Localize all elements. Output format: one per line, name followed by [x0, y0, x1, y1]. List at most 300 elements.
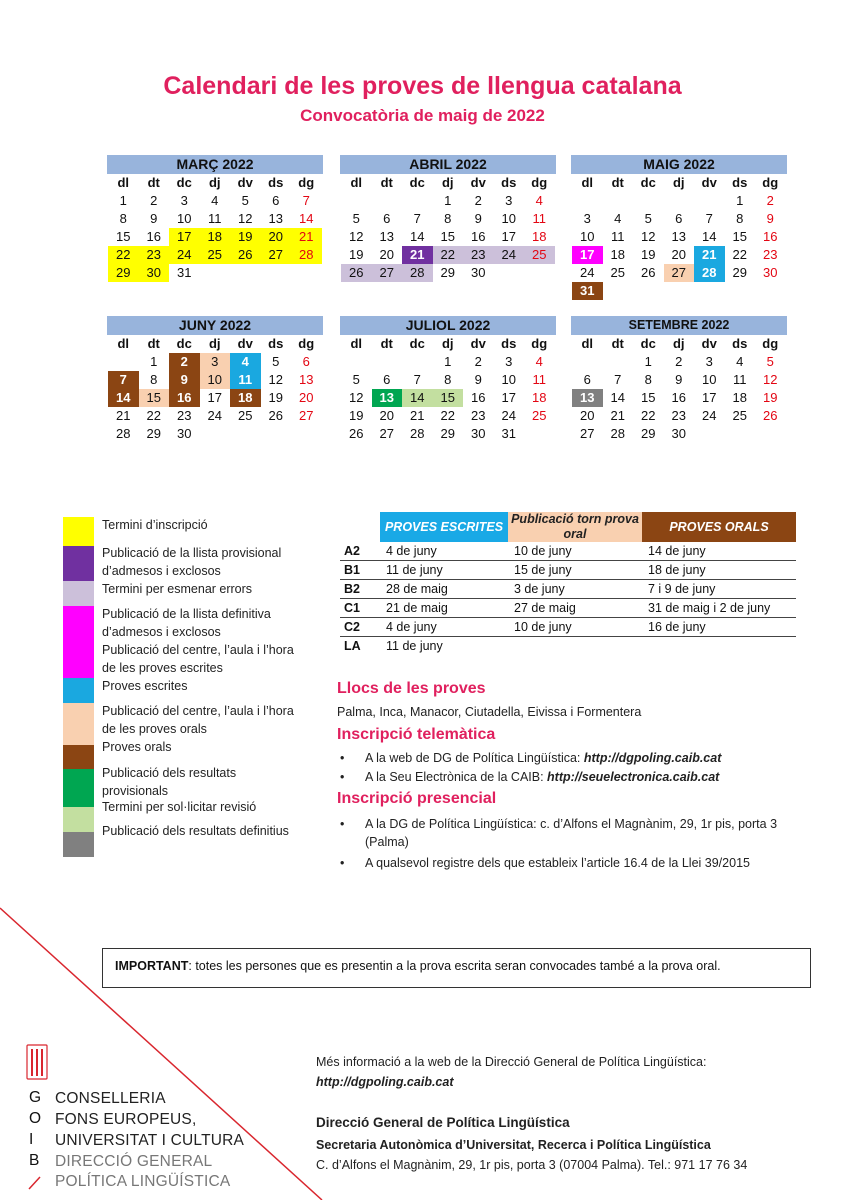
weekday-label: ds [268, 175, 284, 190]
legend-swatch [63, 678, 94, 703]
calendar-day: 21 [410, 408, 425, 423]
calendar-day: 20 [580, 408, 595, 423]
weekday-label: dg [531, 336, 548, 351]
calendar-day: 9 [675, 372, 683, 387]
presencial-title: Inscripció presencial [337, 790, 497, 807]
table-cell-publicacio: 3 de juny [508, 580, 642, 599]
calendar-day: 23 [671, 408, 686, 423]
calendar-day: 2 [766, 193, 774, 208]
calendar-day: 31 [572, 282, 603, 300]
calendar-day: 7 [413, 372, 421, 387]
calendar-day: 6 [675, 211, 683, 226]
calendar-day: 28 [402, 264, 433, 282]
calendar-day: 29 [440, 265, 455, 280]
calendar-day: 25 [610, 265, 625, 280]
calendar-day: 13 [372, 389, 403, 407]
calendar-day: 1 [119, 193, 127, 208]
calendar-day: 1 [736, 193, 744, 208]
weekday-label: dv [701, 336, 717, 351]
calendar-day: 30 [139, 264, 170, 282]
calendar-day: 12 [238, 211, 253, 226]
table-row [340, 637, 796, 656]
llocs-title: Llocs de les proves [337, 680, 486, 697]
footer-info: Més informació a la web de la Direcció General de Política Lingüística: [316, 1055, 707, 1069]
calendar-day: 11 [208, 211, 222, 226]
calendar-day: 18 [532, 229, 547, 244]
calendar-day: 26 [349, 426, 364, 441]
weekday-label: dv [237, 336, 253, 351]
calendar-day: 11 [532, 372, 546, 387]
month-grid [108, 174, 323, 282]
legend-label: Proves orals [102, 740, 172, 754]
calendar-day: 5 [352, 211, 360, 226]
calendar-day: 3 [180, 193, 188, 208]
table-cell-escrites: 11 de juny [380, 561, 508, 580]
calendar-day: 17 [501, 229, 516, 244]
weekday-label: dg [298, 336, 315, 351]
calendar-day: 23 [763, 247, 778, 262]
calendar-day: 22 [146, 408, 161, 423]
calendar-day: 19 [641, 247, 656, 262]
month-2 [571, 155, 787, 300]
weekday-label: dl [117, 336, 130, 351]
calendar-day: 10 [501, 372, 516, 387]
legend-label: de les proves escrites [102, 661, 223, 675]
calendar-day: 1 [444, 354, 452, 369]
legend-label: Termini d’inscripció [102, 518, 208, 532]
calendar-day: 20 [261, 228, 292, 246]
link-seuelectronica[interactable]: http://seuelectronica.caib.cat [547, 770, 720, 784]
month-header: MAIG 2022 [571, 155, 787, 174]
weekday-label: dv [237, 175, 253, 190]
calendar-day: 1 [644, 354, 652, 369]
calendar-day: 5 [272, 354, 280, 369]
logo-line-conselleria: CONSELLERIA [55, 1090, 166, 1107]
calendar-day: 21 [291, 228, 322, 246]
calendar-day: 16 [146, 229, 161, 244]
calendar-day: 2 [675, 354, 683, 369]
calendar-day: 9 [474, 211, 482, 226]
calendar-day: 15 [440, 229, 455, 244]
calendar-day: 10 [580, 229, 595, 244]
calendar-day: 25 [238, 408, 253, 423]
weekday-label: ds [732, 175, 748, 190]
table-cell-publicacio: 10 de juny [508, 618, 642, 637]
calendar-day: 28 [410, 426, 425, 441]
calendar-day: 19 [230, 228, 261, 246]
calendar-day: 20 [299, 390, 314, 405]
calendar-day: 16 [169, 389, 200, 407]
month-5 [571, 316, 787, 443]
calendar-day: 11 [733, 372, 747, 387]
weekday-label: dt [380, 175, 393, 190]
table-cell-escrites: 28 de maig [380, 580, 508, 599]
weekday-label: dg [762, 336, 779, 351]
month-3 [107, 316, 323, 443]
calendar-day: 8 [644, 372, 652, 387]
legend-swatch [63, 581, 94, 606]
weekday-label: dj [441, 175, 454, 190]
calendar-day: 21 [694, 246, 725, 264]
weekday-label: dt [380, 336, 393, 351]
calendar-day: 26 [763, 408, 778, 423]
calendar-day: 18 [532, 390, 547, 405]
calendar-day: 28 [694, 264, 725, 282]
weekday-label: ds [268, 336, 284, 351]
month-grid [572, 174, 787, 300]
calendar-day: 3 [705, 354, 713, 369]
calendar-day: 12 [763, 372, 778, 387]
weekday-label: dv [470, 336, 486, 351]
calendar-day: 15 [732, 229, 747, 244]
calendar-day: 25 [200, 246, 231, 264]
calendar-day: 28 [291, 246, 322, 264]
logo-letter-b: B [29, 1152, 40, 1169]
calendar-day: 8 [736, 211, 744, 226]
calendar-day: 4 [736, 354, 744, 369]
calendar-day: 6 [383, 372, 391, 387]
calendar-day: 17 [207, 390, 222, 405]
calendar-day: 14 [702, 229, 717, 244]
calendar-day: 13 [379, 229, 394, 244]
calendar-day: 26 [230, 246, 261, 264]
calendar-day: 17 [702, 390, 717, 405]
weekday-label: dv [701, 175, 717, 190]
calendar-day: 18 [732, 390, 747, 405]
table-cell-publicacio [508, 637, 642, 656]
calendar-day: 11 [611, 229, 625, 244]
calendar-day: 23 [139, 246, 170, 264]
table-cell-orals: 16 de juny [642, 618, 796, 637]
legend-label: Termini per esmenar errors [102, 582, 253, 596]
calendar-day: 31 [177, 265, 192, 280]
calendar-day: 24 [501, 408, 516, 423]
calendar-day: 25 [532, 408, 547, 423]
weekday-label: dl [117, 175, 130, 190]
calendar-day: 8 [150, 372, 158, 387]
calendar-day: 31 [501, 426, 516, 441]
calendar-day: 27 [580, 426, 595, 441]
calendar-day: 3 [200, 353, 231, 371]
calendar-day: 30 [671, 426, 686, 441]
calendar-day: 17 [501, 390, 516, 405]
month-0 [107, 155, 323, 282]
calendar-day: 15 [641, 390, 656, 405]
weekday-label: ds [732, 336, 748, 351]
weekday-label: dj [672, 336, 685, 351]
telematica-title: Inscripció telemàtica [337, 726, 496, 743]
calendar-day: 28 [116, 426, 131, 441]
calendar-day: 11 [532, 211, 546, 226]
table-cell-escrites: 21 de maig [380, 599, 508, 618]
calendar-day: 4 [535, 354, 543, 369]
month-header: JUNY 2022 [107, 316, 323, 335]
table-cell-publicacio: 10 de juny [508, 542, 642, 561]
weekday-label: dt [611, 336, 624, 351]
calendar-day: 6 [272, 193, 280, 208]
weekday-label: dl [350, 336, 363, 351]
exams-table [340, 512, 796, 655]
month-grid [108, 335, 323, 443]
calendar-day: 26 [268, 408, 283, 423]
calendar-day: 11 [230, 371, 261, 389]
calendar-day: 22 [732, 247, 747, 262]
calendar-day: 23 [463, 246, 494, 264]
logo-line-fons: FONS EUROPEUS, [55, 1111, 197, 1128]
table-cell-orals: 31 de maig i 2 de juny [642, 599, 796, 618]
weekday-label: dc [176, 336, 192, 351]
legend-swatch [63, 745, 94, 769]
calendar-day: 30 [763, 265, 778, 280]
footer-url[interactable]: http://dgpoling.caib.cat [316, 1075, 454, 1089]
legend-swatch [63, 703, 94, 745]
legend-label: Publicació de la llista provisional [102, 546, 282, 560]
calendar-day: 29 [440, 426, 455, 441]
weekday-label: dc [176, 175, 192, 190]
calendar-day: 21 [116, 408, 131, 423]
calendar-day: 24 [207, 408, 222, 423]
calendar-day: 13 [671, 229, 686, 244]
legend-label: Publicació del centre, l’aula i l’hora [102, 643, 294, 657]
calendar-day: 14 [108, 389, 139, 407]
calendar-day: 7 [614, 372, 622, 387]
month-header: MARÇ 2022 [107, 155, 323, 174]
calendar-day: 5 [241, 193, 249, 208]
weekday-label: dg [531, 175, 548, 190]
calendar-day: 22 [641, 408, 656, 423]
calendar-day: 6 [583, 372, 591, 387]
calendar-day: 22 [108, 246, 139, 264]
logo-slash-icon [28, 1176, 42, 1190]
calendar-day: 20 [671, 247, 686, 262]
weekday-label: dc [640, 336, 656, 351]
calendar-day: 3 [583, 211, 591, 226]
weekday-label: dc [409, 336, 425, 351]
calendar-day: 28 [610, 426, 625, 441]
calendar-day: 19 [268, 390, 283, 405]
weekday-label: dj [208, 175, 221, 190]
calendar-day: 2 [169, 353, 200, 371]
calendar-day: 2 [474, 354, 482, 369]
table-cell-escrites: 4 de juny [380, 618, 508, 637]
calendar-day: 5 [766, 354, 774, 369]
header-proves-escrites: PROVES ESCRITES [380, 512, 508, 542]
calendar-day: 4 [211, 193, 219, 208]
calendar-day: 16 [763, 229, 778, 244]
weekday-label: dc [409, 175, 425, 190]
legend-swatch [63, 546, 94, 581]
calendar-day: 15 [139, 389, 170, 407]
table-cell-orals: 7 i 9 de juny [642, 580, 796, 599]
legend-label: Termini per sol·licitar revisió [102, 800, 257, 814]
weekday-label: dj [441, 336, 454, 351]
weekday-label: dj [672, 175, 685, 190]
calendar-day: 12 [268, 372, 283, 387]
goib-logo-icon [26, 1044, 48, 1080]
calendar-day: 9 [474, 372, 482, 387]
table-cell-orals: 18 de juny [642, 561, 796, 580]
calendar-day: 12 [641, 229, 656, 244]
calendar-day: 3 [505, 193, 513, 208]
month-grid [572, 335, 787, 443]
calendar-day: 4 [230, 353, 261, 371]
calendar-day: 8 [444, 372, 452, 387]
calendar-day: 24 [580, 265, 595, 280]
calendar-day: 18 [200, 228, 231, 246]
calendar-day: 13 [299, 372, 314, 387]
table-cell-level: A2 [340, 542, 380, 561]
page-subtitle: Convocatòria de maig de 2022 [300, 106, 545, 125]
table-row [340, 618, 796, 637]
legend-label: Publicació del centre, l’aula i l’hora [102, 704, 294, 718]
calendar-day: 5 [352, 372, 360, 387]
weekday-label: ds [501, 175, 517, 190]
calendar-day: 10 [200, 371, 231, 389]
legend-label: d’admesos i exclosos [102, 564, 221, 578]
weekday-label: dg [762, 175, 779, 190]
table-cell-orals: 14 de juny [642, 542, 796, 561]
calendar-day: 4 [614, 211, 622, 226]
table-cell-publicacio: 15 de juny [508, 561, 642, 580]
header-proves-orals: PROVES ORALS [642, 512, 796, 542]
weekday-label: dl [350, 175, 363, 190]
month-grid [341, 335, 556, 443]
calendar-day: 15 [433, 389, 464, 407]
weekday-label: ds [501, 336, 517, 351]
calendar-day: 23 [471, 408, 486, 423]
legend-label: Publicació de la llista definitiva [102, 607, 271, 621]
calendar-day: 15 [116, 229, 131, 244]
calendar-day: 17 [572, 246, 603, 264]
calendar-day: 29 [641, 426, 656, 441]
calendar-day: 14 [299, 211, 314, 226]
logo-letter-g: G [29, 1089, 42, 1106]
weekday-label: dt [147, 336, 160, 351]
calendar-day: 19 [349, 408, 364, 423]
calendar-day: 8 [119, 211, 127, 226]
calendar-day: 27 [664, 264, 695, 282]
header-publicacio-torn: Publicació torn prova oral [508, 512, 642, 542]
logo-letter-i: I [29, 1131, 34, 1148]
calendar-day: 7 [108, 371, 139, 389]
calendar-day: 10 [501, 211, 516, 226]
calendar-day: 14 [610, 390, 625, 405]
calendar-day: 2 [474, 193, 482, 208]
calendar-day: 20 [379, 247, 394, 262]
calendar-day: 6 [302, 354, 310, 369]
calendar-day: 22 [433, 246, 464, 264]
table-cell-orals [642, 637, 796, 656]
table-cell-level: C2 [340, 618, 380, 637]
calendar-day: 8 [444, 211, 452, 226]
calendar-day: 13 [572, 389, 603, 407]
calendar-day: 17 [169, 228, 200, 246]
calendar-day: 9 [150, 211, 158, 226]
calendar-day: 30 [471, 426, 486, 441]
legend-label: Publicació dels resultats definitius [102, 824, 289, 838]
calendar-day: 29 [146, 426, 161, 441]
legend-swatch [63, 807, 94, 832]
calendar-day: 7 [705, 211, 713, 226]
calendar-day: 30 [177, 426, 192, 441]
month-header: ABRIL 2022 [340, 155, 556, 174]
legend-swatch [63, 832, 94, 857]
calendar-day: 29 [108, 264, 139, 282]
month-header: JULIOL 2022 [340, 316, 556, 335]
calendar-day: 26 [641, 265, 656, 280]
legend-label: de les proves orals [102, 722, 207, 736]
table-row [340, 542, 796, 561]
month-4 [340, 316, 556, 443]
calendar-day: 26 [341, 264, 372, 282]
calendar-day: 24 [702, 408, 717, 423]
table-cell-level: C1 [340, 599, 380, 618]
calendar-day: 25 [732, 408, 747, 423]
calendar-day: 27 [261, 246, 292, 264]
calendar-day: 18 [610, 247, 625, 262]
table-row [340, 599, 796, 618]
logo-line-politica: POLÍTICA LINGÜÍSTICA [55, 1173, 231, 1190]
weekday-label: dv [470, 175, 486, 190]
calendar-day: 18 [230, 389, 261, 407]
calendar-day: 22 [440, 408, 455, 423]
calendar-day: 4 [535, 193, 543, 208]
link-dgpoling[interactable]: http://dgpoling.caib.cat [583, 751, 722, 765]
weekday-label: dg [298, 175, 315, 190]
legend-swatch [63, 517, 94, 546]
table-cell-escrites: 11 de juny [386, 639, 443, 653]
calendar-day: 5 [644, 211, 652, 226]
legend-swatch [63, 769, 94, 807]
legend-swatch [63, 606, 94, 678]
month-header: SETEMBRE 2022 [571, 316, 787, 335]
calendar-day: 24 [494, 246, 525, 264]
legend-label: d’admesos i exclosos [102, 625, 221, 639]
logo-letter-o: O [29, 1110, 42, 1127]
calendar-day: 20 [379, 408, 394, 423]
month-grid [341, 174, 556, 282]
calendar-day: 14 [402, 389, 433, 407]
calendar-day: 23 [177, 408, 192, 423]
month-1 [340, 155, 556, 282]
legend-label: Publicació dels resultats [102, 766, 237, 780]
footer-address: C. d’Alfons el Magnànim, 29, 1r pis, porta 3 (07004 Palma). Tel.: 971 17 76 34 [316, 1158, 748, 1172]
calendar-day: 27 [372, 264, 403, 282]
table-cell-level: B1 [340, 561, 380, 580]
calendar-day: 27 [379, 426, 394, 441]
calendar-day: 7 [413, 211, 421, 226]
logo-line-direccio: DIRECCIÓ GENERAL [55, 1153, 213, 1170]
table-cell-level: B2 [340, 580, 380, 599]
calendar-day: 10 [177, 211, 192, 226]
calendar-day: 16 [471, 390, 486, 405]
calendar-day: 12 [349, 390, 364, 405]
legend-label: provisionals [102, 784, 169, 798]
table-cell-escrites: 4 de juny [380, 542, 508, 561]
calendar-day: 27 [299, 408, 314, 423]
calendar-day: 13 [268, 211, 283, 226]
calendar-day: 25 [524, 246, 555, 264]
weekday-label: dl [581, 336, 594, 351]
calendar-day: 19 [763, 390, 778, 405]
calendar-day: 10 [702, 372, 717, 387]
calendar-day: 1 [444, 193, 452, 208]
weekday-label: dt [611, 175, 624, 190]
footer-sub: Secretaria Autonòmica d’Universitat, Recerca i Política Lingüística [316, 1138, 711, 1152]
calendar-day: 29 [732, 265, 747, 280]
calendar-day: 16 [671, 390, 686, 405]
weekday-label: dl [581, 175, 594, 190]
